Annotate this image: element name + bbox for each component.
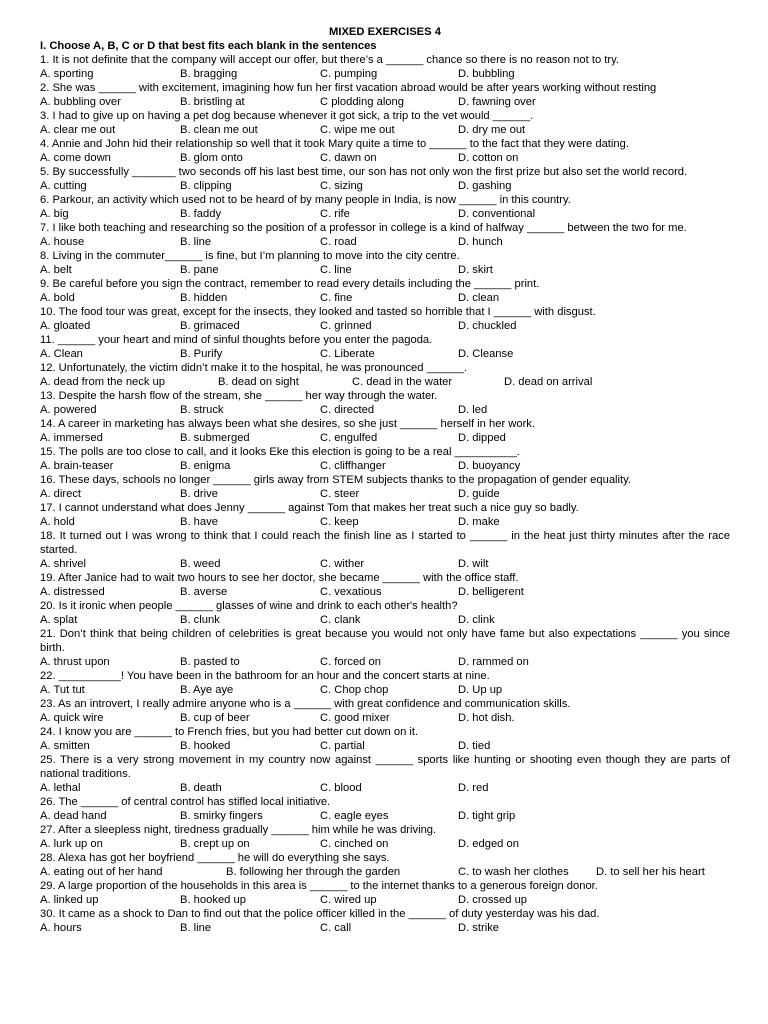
option-a: A. lethal: [40, 782, 81, 794]
option-c: C. wither: [320, 558, 365, 570]
question-text: 11. ______ your heart and mind of sinful thoughts before you enter the pagoda.: [40, 334, 433, 346]
question-item: [40, 599, 730, 627]
option-d: D. gashing: [458, 180, 512, 192]
options-row: [40, 865, 730, 879]
option-b: B. bragging: [180, 68, 238, 80]
option-a: A. thrust upon: [40, 656, 110, 668]
option-c: C. road: [320, 236, 357, 248]
option-d: D. rammed on: [458, 656, 529, 668]
option-a: A. hold: [40, 516, 75, 528]
question-item: [40, 445, 730, 473]
option-d: D. cotton on: [458, 152, 519, 164]
option-a: A. brain-teaser: [40, 460, 114, 472]
question-text: 6. Parkour, an activity which used not to be heard of by many people in India, is now ______ in this country.: [40, 194, 571, 206]
options-row: [40, 431, 730, 445]
options-row: [40, 739, 730, 753]
option-d: D. edged on: [458, 838, 519, 850]
option-a: A. sporting: [40, 68, 94, 80]
question-text: 26. The ______ of central control has stifled local initiative.: [40, 796, 331, 808]
option-b: B. clunk: [180, 614, 220, 626]
question-item: [40, 725, 730, 753]
option-c: C. wipe me out: [320, 124, 395, 136]
options-row: [40, 893, 730, 907]
option-c: C. good mixer: [320, 712, 390, 724]
question-text: 14. A career in marketing has always been what she desires, so she just ______ herself in her work.: [40, 418, 536, 430]
options-row: [40, 781, 730, 795]
option-b: B. drive: [180, 488, 218, 500]
options-row: [40, 459, 730, 473]
question-item: [40, 277, 730, 305]
option-b: B. dead on sight: [218, 376, 299, 388]
option-c: C. cliffhanger: [320, 460, 386, 472]
option-a: A. eating out of her hand: [40, 866, 163, 878]
option-d: D. hot dish.: [458, 712, 515, 724]
option-c: C. Chop chop: [320, 684, 389, 696]
option-c: C. to wash her clothes: [458, 866, 569, 878]
question-text: 9. Be careful before you sign the contract, remember to read every details including the ______ print.: [40, 278, 540, 290]
question-text: 13. Despite the harsh flow of the stream, she ______ her way through the water.: [40, 390, 438, 402]
option-a: A. clear me out: [40, 124, 116, 136]
question-text: 20. Is it ironic when people ______ glasses of wine and drink to each other's health?: [40, 600, 458, 612]
option-d: D. Cleanse: [458, 348, 514, 360]
options-row: [40, 375, 730, 389]
question-item: [40, 473, 730, 501]
question-text: 18. It turned out I was wrong to think that I could reach the finish line as I started to ______ in the heat just thirty minutes after the race started.: [40, 530, 730, 556]
option-c: C. wired up: [320, 894, 377, 906]
option-d: D. tight grip: [458, 810, 516, 822]
question-text: 16. These days, schools no longer ______ girls away from STEM subjects thanks to the propagation of gender equality.: [40, 474, 632, 486]
option-a: A. bold: [40, 292, 75, 304]
option-c: C. engulfed: [320, 432, 378, 444]
options-row: [40, 921, 730, 935]
option-b: B. Aye aye: [180, 684, 234, 696]
option-d: D. make: [458, 516, 500, 528]
option-d: D. tied: [458, 740, 491, 752]
option-d: D. dead on arrival: [504, 376, 593, 388]
option-c: C. rife: [320, 208, 350, 220]
option-c: C. grinned: [320, 320, 372, 332]
option-c: C. Liberate: [320, 348, 375, 360]
option-b: B. enigma: [180, 460, 231, 472]
option-c: C. dawn on: [320, 152, 377, 164]
option-a: A. direct: [40, 488, 82, 500]
option-d: D. skirt: [458, 264, 493, 276]
question-item: [40, 221, 730, 249]
option-b: B. glom onto: [180, 152, 243, 164]
question-text: 17. I cannot understand what does Jenny ______ against Tom that makes her treat such a nice guy so badly.: [40, 502, 579, 514]
option-a: A. belt: [40, 264, 72, 276]
question-item: [40, 501, 730, 529]
question-item: [40, 697, 730, 725]
option-d: D. bubbling: [458, 68, 515, 80]
question-item: [40, 193, 730, 221]
option-d: D. fawning over: [458, 96, 536, 108]
option-a: A. gloated: [40, 320, 91, 332]
option-d: D. guide: [458, 488, 500, 500]
options-row: [40, 151, 730, 165]
option-b: B. averse: [180, 586, 228, 598]
question-item: [40, 165, 730, 193]
option-d: D. belligerent: [458, 586, 524, 598]
option-b: B. weed: [180, 558, 221, 570]
option-a: A. dead hand: [40, 810, 107, 822]
option-b: B. hooked up: [180, 894, 246, 906]
option-d: D. hunch: [458, 236, 503, 248]
option-c: C plodding along: [320, 96, 404, 108]
option-b: B. bristling at: [180, 96, 245, 108]
question-list: [40, 53, 730, 935]
option-c: C. call: [320, 922, 352, 934]
question-item: [40, 81, 730, 109]
option-a: A. quick wire: [40, 712, 104, 724]
option-d: D. dipped: [458, 432, 506, 444]
question-item: [40, 305, 730, 333]
option-c: C. forced on: [320, 656, 381, 668]
question-item: [40, 137, 730, 165]
option-d: D. dry me out: [458, 124, 526, 136]
question-text: 19. After Janice had to wait two hours to see her doctor, she became ______ with the office staff.: [40, 572, 519, 584]
option-b: B. hooked: [180, 740, 231, 752]
options-row: [40, 809, 730, 823]
options-row: [40, 291, 730, 305]
question-text: 22. __________! You have been in the bathroom for an hour and the concert starts at nine.: [40, 670, 490, 682]
option-a: A. dead from the neck up: [40, 376, 166, 388]
options-row: [40, 487, 730, 501]
option-b: B. pane: [180, 264, 219, 276]
option-c: C. dead in the water: [352, 376, 453, 388]
options-row: [40, 95, 730, 109]
option-a: A. lurk up on: [40, 838, 103, 850]
option-b: B. hidden: [180, 292, 228, 304]
option-b: B. have: [180, 516, 218, 528]
question-text: 12. Unfortunately, the victim didn’t make it to the hospital, he was pronounced ______.: [40, 362, 468, 374]
option-b: B. Purify: [180, 348, 223, 360]
options-row: [40, 837, 730, 851]
option-b: B. line: [180, 236, 212, 248]
option-a: A. big: [40, 208, 69, 220]
question-text: 27. After a sleepless night, tiredness gradually ______ him while he was driving.: [40, 824, 437, 836]
options-row: [40, 655, 730, 669]
option-d: D. Up up: [458, 684, 503, 696]
option-d: D. red: [458, 782, 489, 794]
question-item: [40, 333, 730, 361]
question-item: [40, 571, 730, 599]
question-item: [40, 851, 730, 879]
exercise-sheet: [40, 25, 730, 935]
option-d: D. strike: [458, 922, 500, 934]
question-text: 8. Living in the commuter______ is fine, but I’m planning to move into the city centre.: [40, 250, 460, 262]
option-b: B. line: [180, 922, 212, 934]
option-b: B. following her through the garden: [226, 866, 401, 878]
option-d: D. buoyancy: [458, 460, 521, 472]
option-d: D. to sell her his heart: [596, 866, 705, 878]
question-text: 4. Annie and John hid their relationship so well that it took Mary quite a time to ______ to the fact that they were dating.: [40, 138, 629, 150]
question-item: [40, 879, 730, 907]
options-row: [40, 515, 730, 529]
options-row: [40, 263, 730, 277]
options-row: [40, 711, 730, 725]
option-a: A. Tut tut: [40, 684, 85, 696]
option-a: A. distressed: [40, 586, 105, 598]
option-b: B. faddy: [180, 208, 222, 220]
question-text: 29. A large proportion of the households in this area is ______ to the internet thanks to a generous foreign donor.: [40, 880, 598, 892]
option-b: B. grimaced: [180, 320, 240, 332]
option-a: A. bubbling over: [40, 96, 121, 108]
page-title: MIXED EXERCISES 4: [329, 26, 441, 38]
question-text: 3. I had to give up on having a pet dog because whenever it got sick, a trip to the vet would ______.: [40, 110, 534, 122]
question-text: 21. Don’t think that being children of celebrities is great because you would not only have fame but also expectations ______ you since birth.: [40, 628, 730, 654]
question-text: 15. The polls are too close to call, and it looks Eke this election is going to be a real __________.: [40, 446, 520, 458]
option-d: D. clink: [458, 614, 495, 626]
options-row: [40, 585, 730, 599]
options-row: [40, 403, 730, 417]
option-d: D. crossed up: [458, 894, 528, 906]
options-row: [40, 557, 730, 571]
options-row: [40, 179, 730, 193]
question-text: 7. I like both teaching and researching so the position of a professor in college is a kind of halfway ______ between the two for me.: [40, 222, 687, 234]
option-c: C. cinched on: [320, 838, 389, 850]
options-row: [40, 207, 730, 221]
option-b: B. crept up on: [180, 838, 250, 850]
option-b: B. struck: [180, 404, 224, 416]
question-text: 24. I know you are ______ to French fries, but you had better cut down on it.: [40, 726, 419, 738]
option-c: C. steer: [320, 488, 360, 500]
question-item: [40, 417, 730, 445]
option-d: D. conventional: [458, 208, 536, 220]
option-a: A. splat: [40, 614, 78, 626]
option-a: A. house: [40, 236, 85, 248]
options-row: [40, 67, 730, 81]
option-b: B. pasted to: [180, 656, 240, 668]
option-c: C. clank: [320, 614, 361, 626]
option-c: C. eagle eyes: [320, 810, 389, 822]
option-c: C. keep: [320, 516, 359, 528]
section-heading: I. Choose A, B, C or D that best fits each blank in the sentences: [40, 40, 377, 52]
option-a: A. immersed: [40, 432, 103, 444]
question-text: 28. Alexa has got her boyfriend ______ he will do everything she says.: [40, 852, 390, 864]
option-c: C. vexatious: [320, 586, 382, 598]
question-item: [40, 53, 730, 81]
question-item: [40, 389, 730, 417]
option-a: A. come down: [40, 152, 111, 164]
option-b: B. clean me out: [180, 124, 258, 136]
option-a: A. linked up: [40, 894, 99, 906]
option-b: B. smirky fingers: [180, 810, 263, 822]
question-item: [40, 823, 730, 851]
option-c: C. line: [320, 264, 352, 276]
option-d: D. led: [458, 404, 488, 416]
options-row: [40, 235, 730, 249]
option-b: B. cup of beer: [180, 712, 250, 724]
option-a: A. Clean: [40, 348, 83, 360]
question-item: [40, 669, 730, 697]
option-b: B. clipping: [180, 180, 232, 192]
question-item: [40, 109, 730, 137]
option-b: B. death: [180, 782, 222, 794]
question-item: [40, 627, 730, 669]
option-c: C. directed: [320, 404, 375, 416]
options-row: [40, 683, 730, 697]
option-d: D. wilt: [458, 558, 489, 570]
question-text: 1. It is not definite that the company will accept our offer, but there’s a ______ chance so there is no reason not to try.: [40, 54, 619, 66]
option-a: A. powered: [40, 404, 97, 416]
options-row: [40, 613, 730, 627]
option-a: A. smitten: [40, 740, 90, 752]
option-b: B. submerged: [180, 432, 250, 444]
question-text: 30. It came as a shock to Dan to find out that the police officer killed in the ______ of duty yesterday was his dad.: [40, 908, 600, 920]
option-c: C. fine: [320, 292, 353, 304]
option-c: C. partial: [320, 740, 365, 752]
question-text: 10. The food tour was great, except for the insects, they looked and tasted so horrible that I ______ with disgust.: [40, 306, 596, 318]
option-a: A. cutting: [40, 180, 87, 192]
options-row: [40, 319, 730, 333]
option-c: C. blood: [320, 782, 362, 794]
option-c: C. pumping: [320, 68, 378, 80]
option-d: D. clean: [458, 292, 500, 304]
options-row: [40, 123, 730, 137]
question-text: 25. There is a very strong movement in my country now against ______ sports like hunting or shooting even though they are parts of national traditions.: [40, 754, 730, 780]
question-item: [40, 529, 730, 571]
options-row: [40, 347, 730, 361]
question-item: [40, 361, 730, 389]
option-a: A. shrivel: [40, 558, 87, 570]
question-text: 2. She was ______ with excitement, imagining how fun her first vacation abroad would be after years working without resting: [40, 82, 657, 94]
question-item: [40, 795, 730, 823]
question-item: [40, 907, 730, 935]
question-item: [40, 753, 730, 795]
question-text: 23. As an introvert, I really admire anyone who is a ______ with great confidence and communication skills.: [40, 698, 571, 710]
option-d: D. chuckled: [458, 320, 517, 332]
option-c: C. sizing: [320, 180, 363, 192]
question-item: [40, 249, 730, 277]
question-text: 5. By successfully _______ two seconds off his last best time, our son has not only won the first prize but also set the world record.: [40, 166, 688, 178]
option-a: A. hours: [40, 922, 82, 934]
